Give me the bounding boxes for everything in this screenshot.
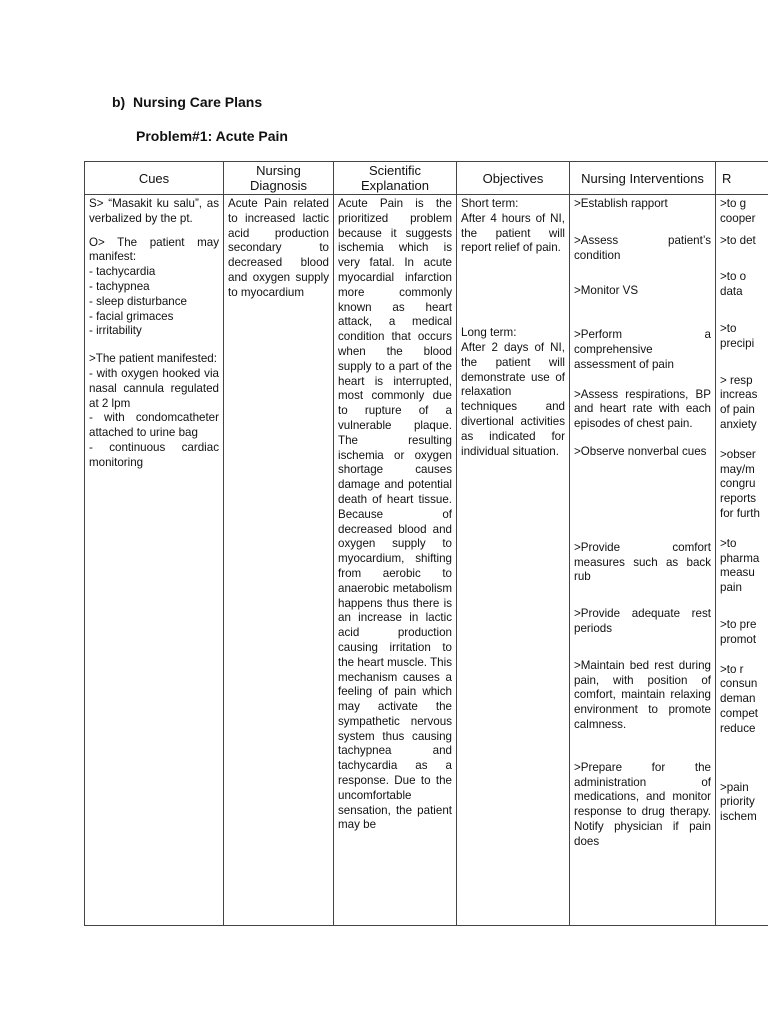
rationale-item: >to g cooper <box>720 197 756 225</box>
interventions-cell <box>570 195 716 926</box>
problem-heading: Problem#1: Acute Pain <box>136 128 288 144</box>
intervention-item: >Perform a comprehensive assessment of pain <box>574 328 711 371</box>
header-rationale: R <box>716 162 768 195</box>
cues-cell <box>85 195 224 926</box>
rationale-item: >to o data <box>720 270 747 299</box>
manifested-cue: >The patient manifested: - with oxygen hooked via nasal cannula regulated at 2 lpm - with condomcatheter attached to urine bag - continuous cardiac monitoring <box>89 352 219 469</box>
header-row <box>85 162 768 195</box>
rationale-item: >obser may/m congru reports for furth <box>720 447 760 520</box>
short-term-objective: Short term: After 4 hours of NI, the patient will report relief of pain. <box>461 197 565 255</box>
rationale-item: >to det <box>720 233 756 247</box>
intervention-item: >Observe nonverbal cues <box>574 444 707 458</box>
subjective-cue: S> “Masakit ku salu”, as verbalized by the pt. <box>89 197 219 225</box>
intervention-item: >Monitor VS <box>574 284 639 298</box>
rationale-item: >pain priority ischem <box>720 780 757 824</box>
intervention-item: >Provide adequate rest periods <box>574 607 711 635</box>
objective-cue: O> The patient may manifest: - tachycardia - tachypnea - sleep disturbance - facial grimaces - irritability <box>89 235 219 338</box>
intervention-item: >Maintain bed rest during pain, with position of comfort, maintain relaxing environment to promote calmness. <box>574 658 711 731</box>
intervention-item: >Prepare for the administration of medications, and monitor response to drug therapy. Notify physician if pain does <box>574 760 711 848</box>
rationale-item: >to pharma measu pain <box>720 536 760 595</box>
header-scientific-explanation: Scientific Explanation <box>334 162 457 195</box>
rationale-item: > resp increas of pain anxiety <box>720 373 758 431</box>
care-plan-table <box>84 161 768 926</box>
intervention-item: >Assess respirations, BP and heart rate with each episodes of chest pain. <box>574 387 711 431</box>
objectives-cell <box>457 195 570 926</box>
diagnosis-cell <box>224 195 334 926</box>
header-cues: Cues <box>85 162 224 195</box>
header-nursing-diagnosis: Nursing Diagnosis <box>224 162 334 195</box>
header-nursing-interventions: Nursing Interventions <box>570 162 716 195</box>
nursing-diagnosis-text: Acute Pain related to increased lactic acid production secondary to decreased blood and oxygen supply to myocardium <box>228 197 329 299</box>
explanation-cell <box>334 195 457 926</box>
intervention-item: >Assess patient’s condition <box>574 233 711 262</box>
rationale-cell <box>716 195 768 926</box>
scientific-explanation-text: Acute Pain is the prioritized problem because it suggests ischemia which is very fatal. In acute myocardial infarction more commonly known as heart attack, a medical condition that occurs when the blood supply to a part of the heart is interrupted, most commonly due to rupture of a vulnerable plaque. The resulting ischemia or oxygen shortage causes damage and potential death of heart tissue. Because of decreased blood and oxygen supply to myocardium, shifting from aerobic to anaerobic metabolism happens thus there is an increase in lactic acid production causing irritation to the heart muscle. This mechanism causes a feeling of pain which may activate the sympathetic nervous system thus causing tachypnea and tachycardia as a response. Due to the uncomfortable sensation, the patient may be <box>338 197 452 832</box>
intervention-item: >Provide comfort measures such as back rub <box>574 540 711 584</box>
section-heading: b) Nursing Care Plans <box>112 94 263 110</box>
table-row <box>85 195 768 926</box>
header-objectives: Objectives <box>457 162 570 195</box>
rationale-item: >to precipi <box>720 321 755 350</box>
rationale-item: >to pre promot <box>720 617 757 646</box>
long-term-objective: Long term: After 2 days of NI, the patient will demonstrate use of relaxation techniques and divertional activities as indicated for individual situation. <box>461 326 565 458</box>
rationale-item: >to r consun deman compet reduce <box>720 662 759 735</box>
intervention-item: >Establish rapport <box>574 197 668 210</box>
